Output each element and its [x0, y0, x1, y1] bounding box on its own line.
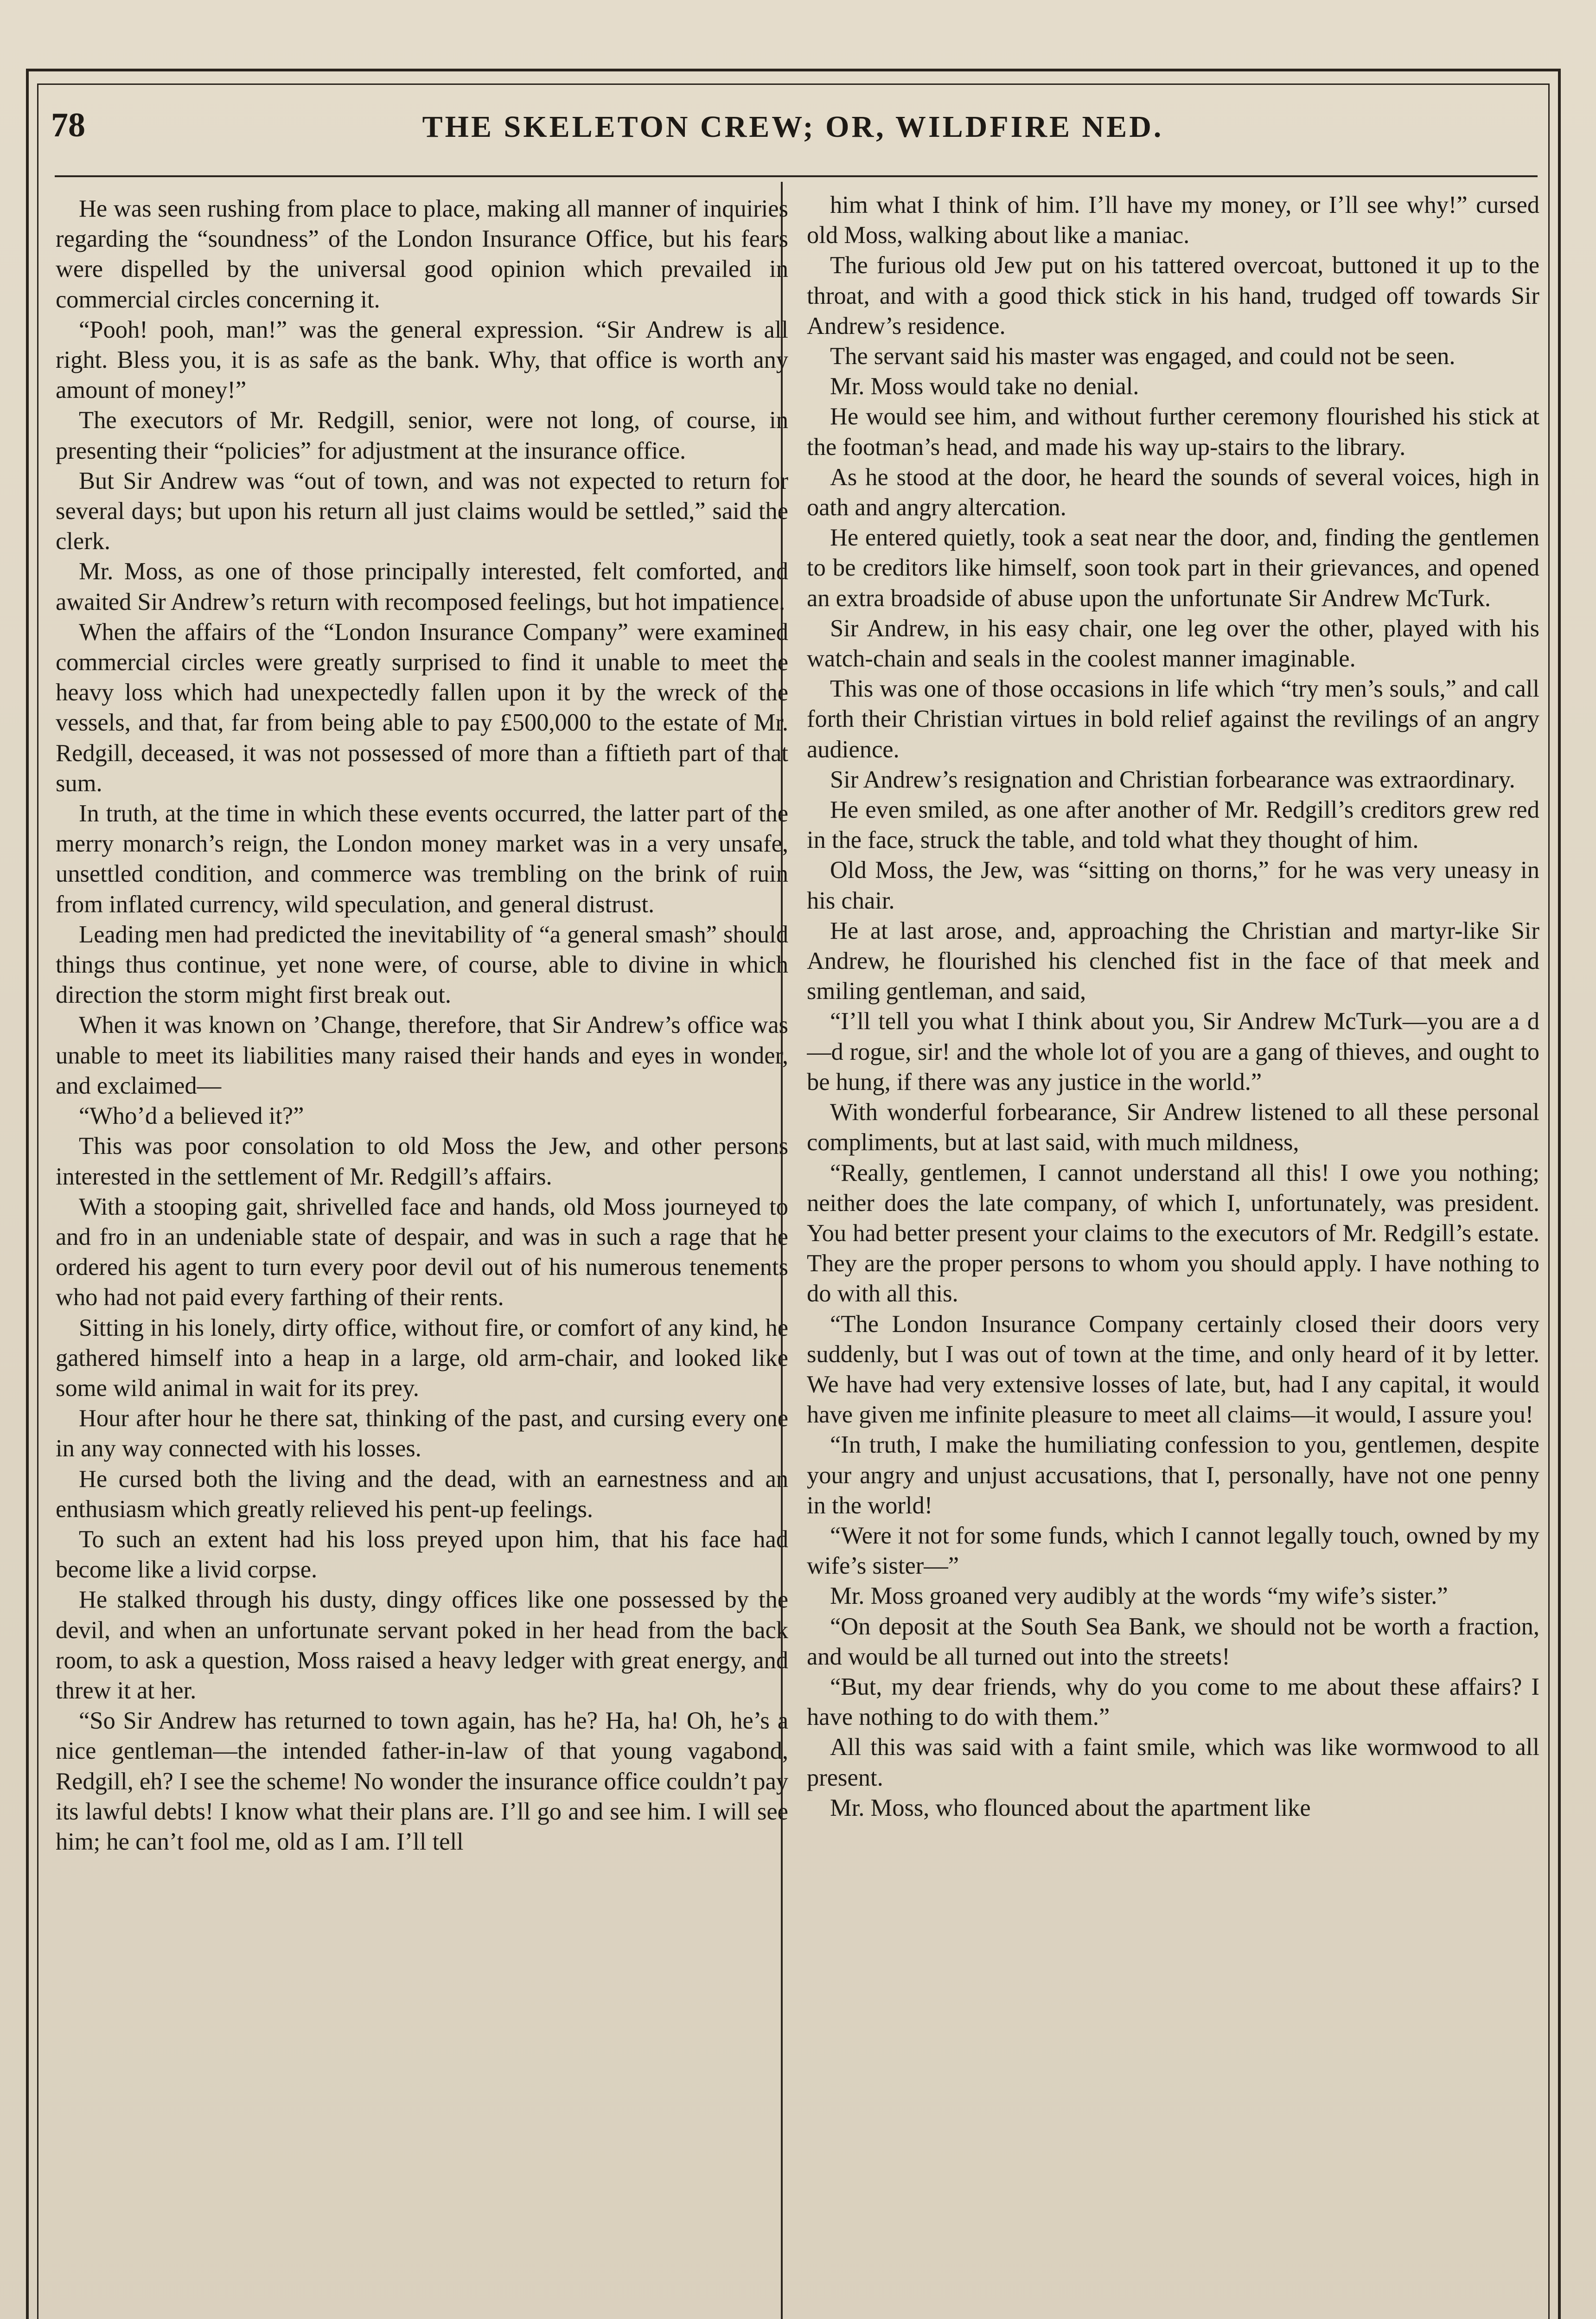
paragraph: “Were it not for some funds, which I cannot legally touch, owned by my wife’s sister—” — [807, 1522, 1539, 1580]
page-number: 78 — [51, 106, 85, 144]
paragraph: “But, my dear friends, why do you come to me about these affairs? I have nothing to do with them.” — [807, 1673, 1539, 1731]
paragraph: Leading men had predicted the inevitability of “a general smash” should things thus continue, yet none were, of course, able to divine in which direction the storm might first break out. — [56, 921, 788, 1009]
paragraph: Mr. Moss, who flounced about the apartment like — [830, 1794, 1311, 1821]
paragraph: Mr. Moss would take no denial. — [830, 373, 1139, 400]
paragraph: him what I think of him. I’ll have my money, or I’ll see why!” cursed old Moss, walking about like a maniac. — [807, 192, 1539, 249]
paragraph: “The London Insurance Company certainly closed their doors very suddenly, but I was out of town at the time, and only heard of it by letter. We have had very extensive losses of late, but, had I any capital, it would have given me infinite pleasure to meet all claims—it would, I assure you! — [807, 1310, 1539, 1429]
paragraph: When it was known on ’Change, therefore, that Sir Andrew’s office was unable to meet its liabilities many raised their hands and eyes in wonder, and exclaimed— — [56, 1012, 788, 1099]
paragraph: He entered quietly, took a seat near the door, and, finding the gentlemen to be creditors like himself, soon took part in their grievances, and opened an extra broadside of abuse upon the unfortunate Sir Andrew McTurk. — [807, 524, 1539, 612]
paragraph: This was poor consolation to old Moss the Jew, and other persons interested in the settlement of Mr. Redgill’s affairs. — [56, 1133, 788, 1190]
paragraph: To such an extent had his loss preyed upon him, that his face had become like a livid corpse. — [56, 1525, 788, 1583]
running-title: THE SKELETON CREW; OR, WILDFIRE NED. — [422, 110, 1164, 144]
paragraph: He was seen rushing from place to place, making all manner of inquiries regarding the “soundness” of the London Insurance Office, but his fears were dispelled by the universal good opinion which prevailed in commercial circles concerning it. — [56, 195, 788, 313]
paragraph: This was one of those occasions in life which “try men’s souls,” and call forth their Christian virtues in bold relief against the revilings of an angry audience. — [807, 675, 1539, 763]
paragraph: “Who’d a believed it?” — [79, 1102, 304, 1130]
paragraph: He stalked through his dusty, dingy offices like one possessed by the devil, and when an unfortunate servant poked in her head from the back room, to ask a question, Moss raised a heavy ledger with great energy, and threw it at her. — [56, 1586, 788, 1704]
paragraph: He even smiled, as one after another of Mr. Redgill’s creditors grew red in the face, struck the table, and told what they thought of him. — [807, 796, 1539, 854]
paragraph: All this was said with a faint smile, which was like wormwood to all present. — [807, 1734, 1539, 1791]
paragraph: Hour after hour he there sat, thinking of the past, and cursing every one in any way connected with his losses. — [56, 1405, 788, 1462]
paragraph: When the affairs of the “London Insurance Company” were examined commercial circles were greatly surprised to find it unable to meet the heavy loss which had unexpectedly fallen upon it by the wreck of the vessels, and that, far from being able to pay £500,000 to the estate of Mr. Redgill, deceased, it was not possessed of more than a fiftieth part of that sum. — [56, 618, 788, 797]
paragraph: He at last arose, and, approaching the Christian and martyr-like Sir Andrew, he flourished his clenched fist in the face of that meek and smiling gentleman, and said, — [807, 917, 1539, 1005]
paragraph: “Really, gentlemen, I cannot understand all this! I owe you nothing; neither does the late company, of which I, unfortunately, was president. You had better present your claims to the executors of Mr. Redgill’s estate. They are the proper persons to whom you should apply. I have nothing to do with all this. — [807, 1159, 1539, 1307]
paragraph: The servant said his master was engaged, and could not be seen. — [830, 343, 1456, 370]
paragraph: The furious old Jew put on his tattered overcoat, buttoned it up to the throat, and with a good thick stick in his hand, trudged off towards Sir Andrew’s residence. — [807, 252, 1539, 340]
paragraph: With wonderful forbearance, Sir Andrew listened to all these personal compliments, but at last said, with much mildness, — [807, 1099, 1539, 1156]
paragraph: “So Sir Andrew has returned to town again, has he? Ha, ha! Oh, he’s a nice gentleman—the intended father-in-law of that young vagabond, Redgill, eh? I see the scheme! No wonder the insurance office couldn’t pay its lawful debts! I know what their plans are. I’ll go and see him. I will see him; he can’t fool me, old as I am. I’ll tell — [56, 1707, 788, 1855]
header-rule — [55, 175, 1538, 177]
paragraph: “Pooh! pooh, man!” was the general expression. “Sir Andrew is all right. Bless you, it is as safe as the bank. Why, that office is worth any amount of money!” — [56, 316, 788, 404]
paragraph: In truth, at the time in which these events occurred, the latter part of the merry monarch’s reign, the London money market was in a very unsafe, unsettled condition, and commerce was trembling on the brink of ruin from inflated currency, wild speculation, and general distrust. — [56, 800, 788, 918]
paragraph: “In truth, I make the humiliating confession to you, gentlemen, despite your angry and unjust accusations, that I, personally, have not one penny in the world! — [807, 1431, 1539, 1519]
paragraph: As he stood at the door, he heard the sounds of several voices, high in oath and angry altercation. — [807, 463, 1539, 521]
right-column — [807, 190, 1539, 2319]
paragraph: With a stooping gait, shrivelled face and hands, old Moss journeyed to and fro in an undeniable state of despair, and was in such a rage that he ordered his agent to turn every poor devil out of his numerous tenements who had not paid every farthing of their rents. — [56, 1193, 788, 1311]
paragraph: He cursed both the living and the dead, with an earnestness and an enthusiasm which greatly relieved his pent-up feelings. — [56, 1465, 788, 1523]
page-header — [51, 106, 1535, 161]
paragraph: The executors of Mr. Redgill, senior, were not long, of course, in presenting their “policies” for adjustment at the insurance office. — [56, 407, 788, 464]
paragraph: Mr. Moss, as one of those principally interested, felt comforted, and awaited Sir Andrew’s return with recomposed feelings, but hot impatience. — [56, 558, 788, 615]
paragraph: “I’ll tell you what I think about you, Sir Andrew McTurk—you are a d—d rogue, sir! and the whole lot of you are a gang of thieves, and ought to be hung, if there was any justice in the world.” — [807, 1008, 1539, 1095]
paragraph: Old Moss, the Jew, was “sitting on thorns,” for he was very uneasy in his chair. — [807, 857, 1539, 914]
paragraph: Sir Andrew, in his easy chair, one leg over the other, played with his watch-chain and seals in the coolest manner imaginable. — [807, 615, 1539, 673]
paragraph: Sitting in his lonely, dirty office, without fire, or comfort of any kind, he gathered himself into a heap in a large, old arm-chair, and looked like some wild animal in wait for its prey. — [56, 1314, 788, 1402]
paragraph: He would see him, and without further ceremony flourished his stick at the footman’s head, and made his way up-stairs to the library. — [807, 403, 1539, 461]
paragraph: Mr. Moss groaned very audibly at the words “my wife’s sister.” — [830, 1582, 1448, 1610]
left-column — [56, 194, 788, 2319]
paragraph: Sir Andrew’s resignation and Christian forbearance was extraordinary. — [830, 766, 1515, 793]
paragraph: “On deposit at the South Sea Bank, we should not be worth a fraction, and would be all turned out into the streets! — [807, 1613, 1539, 1670]
paragraph: But Sir Andrew was “out of town, and was not expected to return for several days; but upon his return all just claims would be settled,” said the clerk. — [56, 467, 788, 555]
